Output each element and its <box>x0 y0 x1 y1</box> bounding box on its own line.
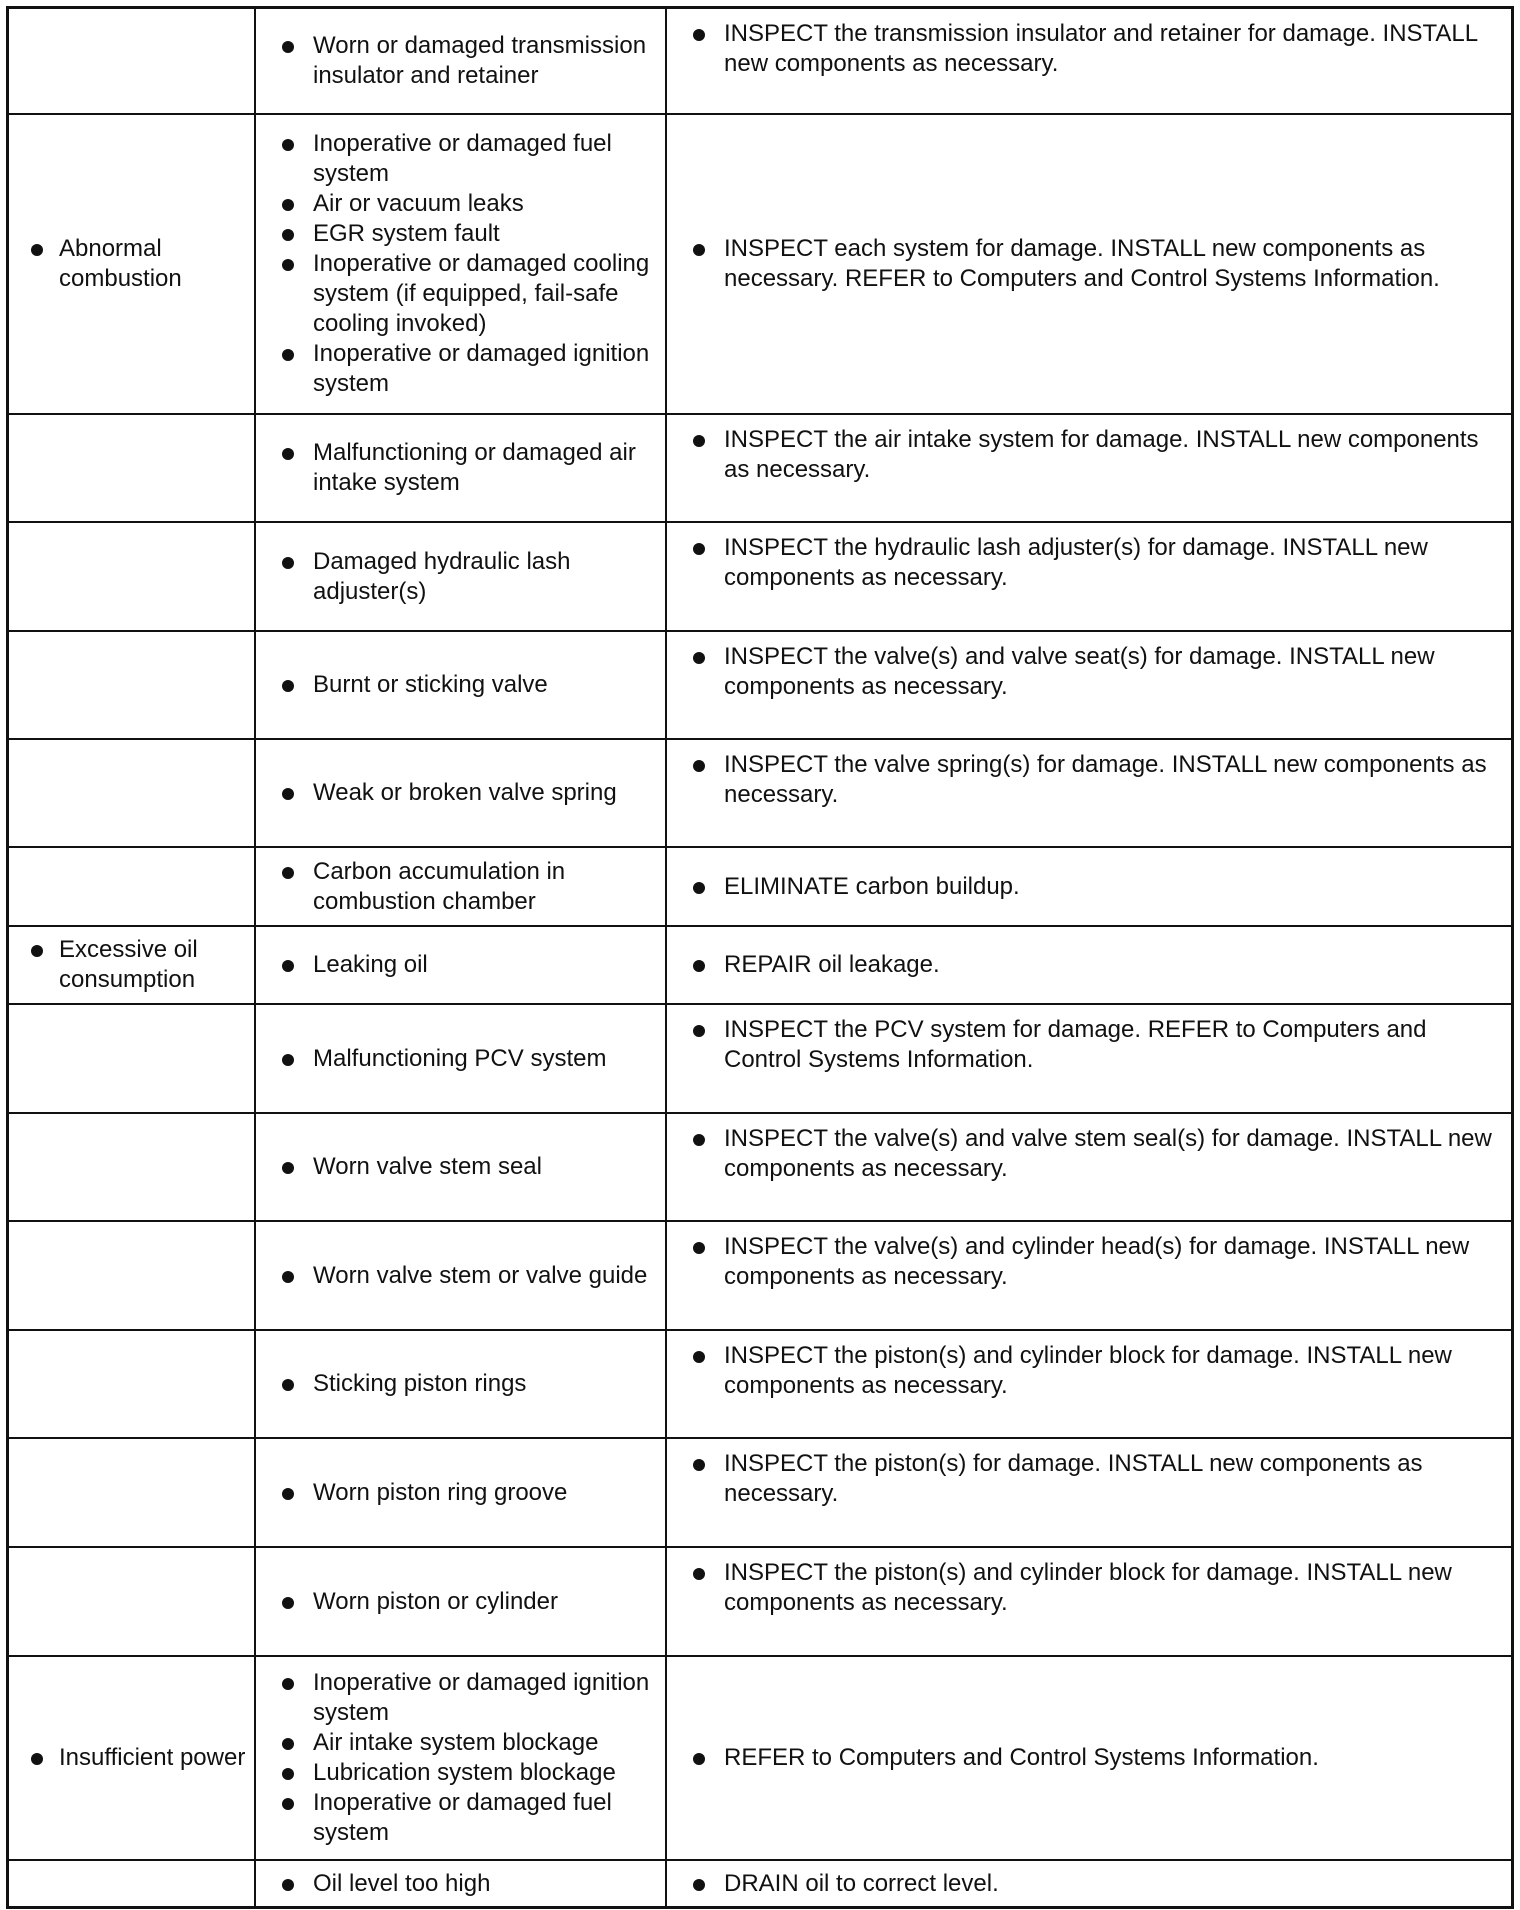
cause-item: Malfunctioning or damaged air intake system <box>256 438 665 498</box>
action-item: INSPECT the valve(s) and valve seat(s) for damage. INSTALL new components as necessary. <box>667 642 1511 702</box>
cause-cell <box>256 9 667 113</box>
cause-item: Inoperative or damaged cooling system (if equipped, fail-safe cooling invoked) <box>256 249 665 339</box>
action-item: ELIMINATE carbon buildup. <box>667 872 1511 902</box>
cause-cell <box>256 1548 667 1655</box>
cause-item: Worn valve stem or valve guide <box>256 1261 665 1291</box>
action-cell <box>667 740 1511 846</box>
cause-item: Worn piston or cylinder <box>256 1587 665 1617</box>
table-row <box>6 6 1514 115</box>
action-item: INSPECT the valve spring(s) for damage. INSTALL new components as necessary. <box>667 750 1511 810</box>
cause-item: Oil level too high <box>256 1869 665 1899</box>
action-cell <box>667 1005 1511 1112</box>
cause-item: EGR system fault <box>256 219 665 249</box>
action-item: INSPECT the valve(s) and cylinder head(s) for damage. INSTALL new components as necessary. <box>667 1232 1511 1292</box>
table-row <box>6 1222 1514 1331</box>
condition-cell <box>9 632 256 738</box>
action-cell <box>667 632 1511 738</box>
action-cell <box>667 1657 1511 1859</box>
table-row <box>6 1005 1514 1114</box>
cause-item: Lubrication system blockage <box>256 1758 665 1788</box>
cause-cell <box>256 848 667 925</box>
condition-cell <box>9 848 256 925</box>
table-row <box>6 523 1514 632</box>
action-cell <box>667 523 1511 630</box>
action-item: INSPECT the piston(s) for damage. INSTALL new components as necessary. <box>667 1449 1511 1509</box>
cause-item: Malfunctioning PCV system <box>256 1044 665 1074</box>
cause-item: Air intake system blockage <box>256 1728 665 1758</box>
cause-cell <box>256 927 667 1003</box>
table-row <box>6 1861 1514 1909</box>
action-item: INSPECT the transmission insulator and retainer for damage. INSTALL new components as necessary. <box>667 19 1511 79</box>
condition-text: Abnormal combustion <box>9 234 254 294</box>
cause-cell <box>256 1114 667 1220</box>
table-row <box>6 1114 1514 1222</box>
table-row <box>6 1657 1514 1861</box>
table-row <box>6 115 1514 415</box>
condition-cell <box>9 523 256 630</box>
condition-cell <box>9 1548 256 1655</box>
action-item: REFER to Computers and Control Systems Information. <box>667 1743 1511 1773</box>
action-cell <box>667 1331 1511 1437</box>
condition-cell <box>9 1005 256 1112</box>
condition-cell <box>9 1114 256 1220</box>
cause-cell <box>256 1331 667 1437</box>
table-row <box>6 415 1514 523</box>
action-cell <box>667 415 1511 521</box>
action-cell <box>667 1222 1511 1329</box>
condition-cell <box>9 1861 256 1906</box>
cause-cell <box>256 115 667 413</box>
cause-item: Damaged hydraulic lash adjuster(s) <box>256 547 665 607</box>
cause-item: Burnt or sticking valve <box>256 670 665 700</box>
condition-text: Excessive oil consumption <box>9 935 254 995</box>
action-cell <box>667 115 1511 413</box>
action-item: INSPECT the valve(s) and valve stem seal(s) for damage. INSTALL new components as necessary. <box>667 1124 1511 1184</box>
action-cell <box>667 1861 1511 1906</box>
condition-cell <box>9 1331 256 1437</box>
action-cell <box>667 9 1511 113</box>
condition-cell <box>9 9 256 113</box>
action-item: INSPECT each system for damage. INSTALL new components as necessary. REFER to Computers and Control Systems Information. <box>667 234 1511 294</box>
table-row <box>6 1548 1514 1657</box>
cause-item: Worn piston ring groove <box>256 1478 665 1508</box>
action-cell <box>667 848 1511 925</box>
table-row <box>6 927 1514 1005</box>
cause-item: Inoperative or damaged fuel system <box>256 129 665 189</box>
cause-item: Sticking piston rings <box>256 1369 665 1399</box>
action-item: INSPECT the hydraulic lash adjuster(s) for damage. INSTALL new components as necessary. <box>667 533 1511 593</box>
condition-cell <box>9 415 256 521</box>
action-item: INSPECT the PCV system for damage. REFER to Computers and Control Systems Information. <box>667 1015 1511 1075</box>
cause-cell <box>256 1861 667 1906</box>
cause-item: Inoperative or damaged ignition system <box>256 339 665 399</box>
cause-item: Carbon accumulation in combustion chamber <box>256 857 665 917</box>
action-item: INSPECT the piston(s) and cylinder block for damage. INSTALL new components as necessary. <box>667 1341 1511 1401</box>
cause-cell <box>256 740 667 846</box>
table-row <box>6 740 1514 848</box>
action-cell <box>667 1439 1511 1546</box>
condition-cell <box>9 740 256 846</box>
cause-item: Worn valve stem seal <box>256 1152 665 1182</box>
cause-item: Leaking oil <box>256 950 665 980</box>
cause-item: Inoperative or damaged ignition system <box>256 1668 665 1728</box>
table-row <box>6 848 1514 927</box>
cause-item: Weak or broken valve spring <box>256 778 665 808</box>
cause-cell <box>256 415 667 521</box>
cause-cell <box>256 1222 667 1329</box>
condition-text: Insufficient power <box>9 1743 254 1773</box>
cause-cell <box>256 1005 667 1112</box>
cause-item: Worn or damaged transmission insulator and retainer <box>256 31 665 91</box>
cause-cell <box>256 523 667 630</box>
action-item: INSPECT the air intake system for damage. INSTALL new components as necessary. <box>667 425 1511 485</box>
condition-cell <box>9 1657 256 1859</box>
table-row <box>6 1439 1514 1548</box>
action-cell <box>667 1114 1511 1220</box>
action-item: INSPECT the piston(s) and cylinder block for damage. INSTALL new components as necessary. <box>667 1558 1511 1618</box>
cause-cell <box>256 1439 667 1546</box>
action-cell <box>667 927 1511 1003</box>
cause-cell <box>256 1657 667 1859</box>
action-cell <box>667 1548 1511 1655</box>
condition-cell <box>9 927 256 1003</box>
action-item: REPAIR oil leakage. <box>667 950 1511 980</box>
cause-cell <box>256 632 667 738</box>
cause-item: Inoperative or damaged fuel system <box>256 1788 665 1848</box>
table-row <box>6 1331 1514 1439</box>
condition-cell <box>9 1222 256 1329</box>
action-item: DRAIN oil to correct level. <box>667 1869 1511 1899</box>
condition-cell <box>9 1439 256 1546</box>
table-row <box>6 632 1514 740</box>
condition-cell <box>9 115 256 413</box>
cause-item: Air or vacuum leaks <box>256 189 665 219</box>
